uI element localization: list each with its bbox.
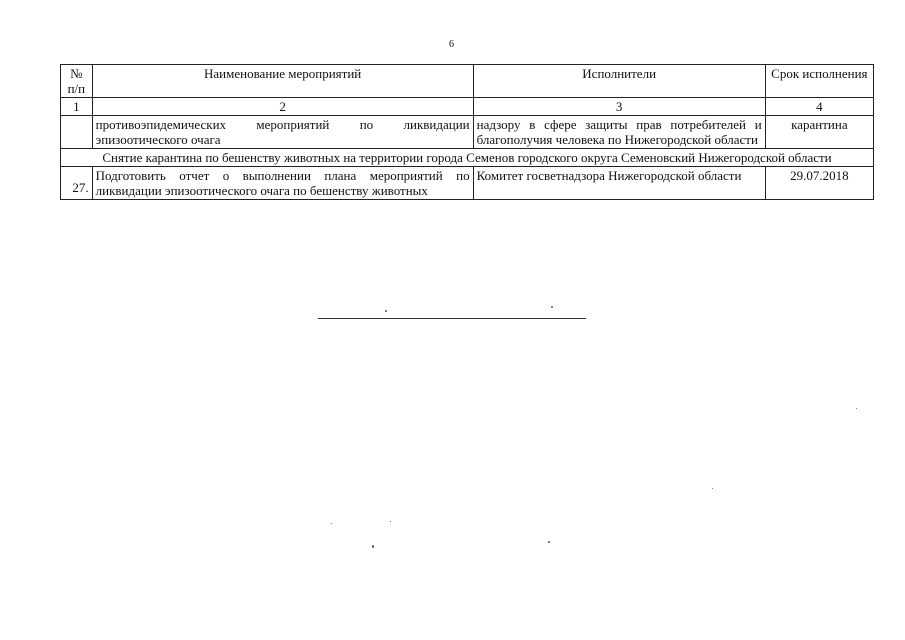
row-executors: Комитет госветнадзора Нижегородской области	[473, 167, 765, 200]
scan-speck	[712, 488, 713, 489]
column-numbers-row	[61, 98, 874, 116]
continuation-executors: надзору в сфере защиты прав потребителей и благополучия человека по Нижегородской области	[473, 116, 765, 149]
continuation-name: противоэпидемических мероприятий по ликвидации эпизоотического очага	[92, 116, 473, 149]
scan-speck	[331, 523, 332, 524]
row-number: 27.	[61, 167, 93, 200]
scan-speck	[390, 521, 391, 522]
scan-speck	[551, 306, 553, 308]
header-num: № п/п	[61, 65, 93, 98]
section-title: Снятие карантина по бешенству животных на территории города Семенов городского округа Семеновский Нижегородской области	[61, 149, 874, 167]
row-measure: Подготовить отчет о выполнении плана мероприятий по ликвидации эпизоотического очага по бешенству животных	[92, 167, 473, 200]
scan-speck	[548, 541, 550, 543]
measures-table	[60, 64, 874, 200]
header-deadline: Срок исполнения	[765, 65, 873, 98]
column-number-2: 2	[92, 98, 473, 116]
signature-line	[318, 318, 586, 319]
table-row	[61, 167, 874, 200]
page-number: 6	[449, 39, 454, 50]
column-number-3: 3	[473, 98, 765, 116]
header-name: Наименование мероприятий	[92, 65, 473, 98]
column-number-4: 4	[765, 98, 873, 116]
row-deadline: 29.07.2018	[765, 167, 873, 200]
continuation-deadline: карантина	[765, 116, 873, 149]
scan-speck	[385, 310, 387, 312]
continuation-row	[61, 116, 874, 149]
scan-speck	[372, 545, 374, 548]
header-executors: Исполнители	[473, 65, 765, 98]
column-number-1: 1	[61, 98, 93, 116]
table-header-row	[61, 65, 874, 98]
section-row	[61, 149, 874, 167]
continuation-num	[61, 116, 93, 149]
scan-speck	[856, 408, 857, 409]
